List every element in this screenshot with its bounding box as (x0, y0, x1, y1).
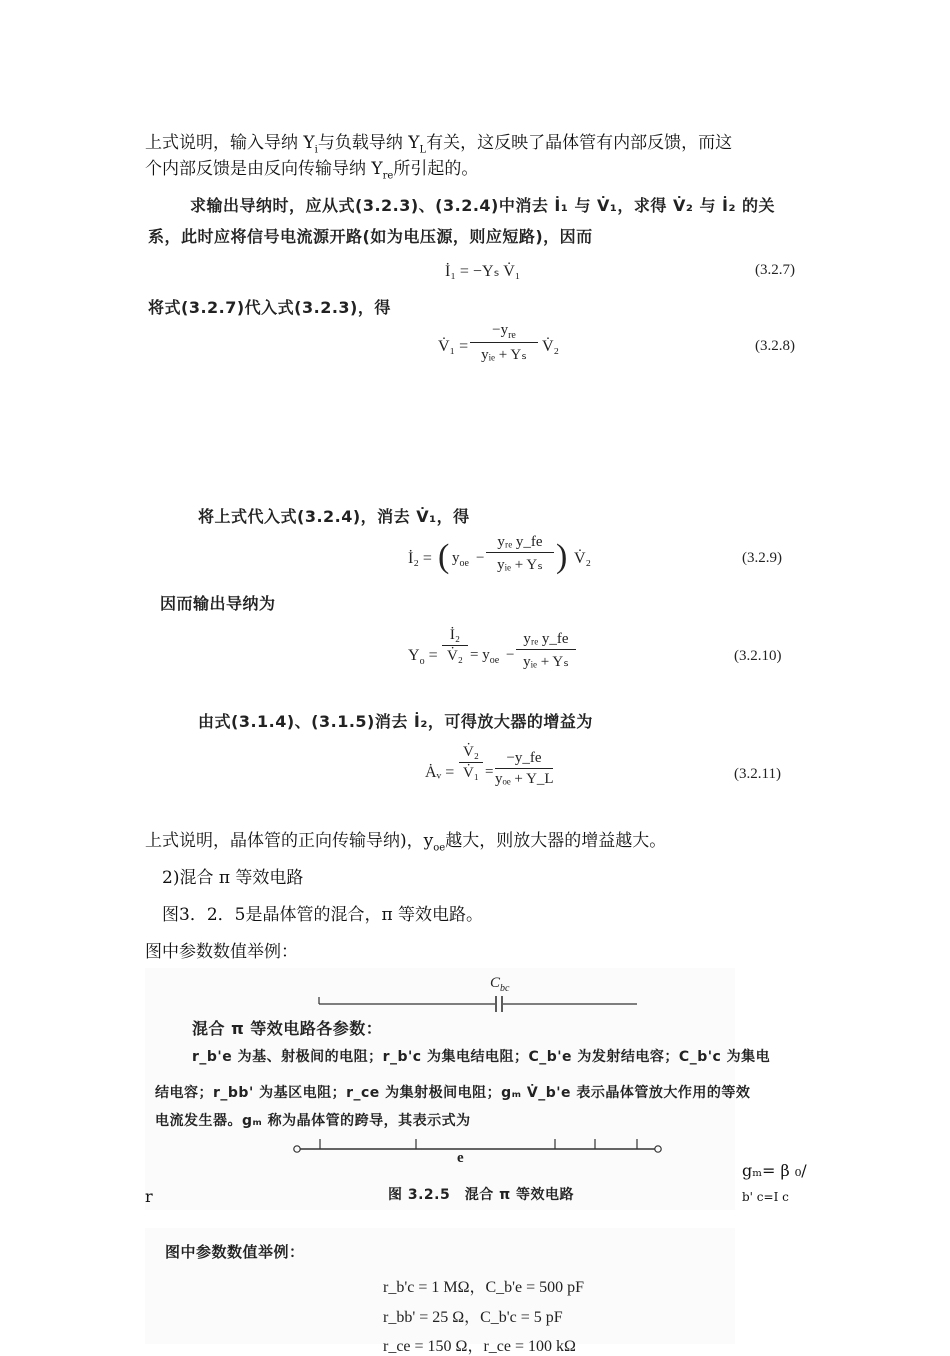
equation-3-2-9: İ₂ = ( $y_{oe}$ − yᵣₑ y_fe yᵢₑ + Yₛ ) V̇₂ (408, 534, 592, 575)
figure-line-1: r_b'e 为基、射极间的电阻；r_b'c 为集电结电阻；C_b'e 为发射结电容；C_b'c 为集电 (192, 1049, 771, 1065)
param-line-3: r_ce = 150 Ω，r_ce = 100 kΩ (383, 1338, 576, 1355)
side-formula-r: r (145, 1187, 153, 1206)
figure-reference: 图3．2．5是晶体管的混合，π 等效电路。 (162, 905, 484, 925)
side-formula-gm: gₘ= β ₀/ (742, 1161, 807, 1180)
scan-text-2: 系，此时应将信号电流源开路(如为电压源，则应短路)，因而 (148, 227, 593, 246)
gain-remark: 上式说明，晶体管的正向传输导纳)，$y_{oe}$越大，则放大器的增益越大。 (145, 831, 667, 854)
equation-3-2-8: V̇₁ = $-y_{re}$ yᵢₑ + Yₛ V̇₂ (438, 322, 560, 363)
intro-line-1: 上式说明，输入导纳 $Y_i$与负载导纳 $Y_L$有关，这反映了晶体管有内部反馈，而这 (145, 133, 733, 156)
param-line-2: r_bb' = 25 Ω，C_b'c = 5 pF (383, 1309, 563, 1326)
scan-text-3: 将式(3.2.7)代入式(3.2.3)，得 (148, 298, 391, 317)
equation-3-2-11: Ȧᵥ = $\frac{\text{V̇₂}}{\text{V̇₁}}$ = −y_fe yₒₑ + Y_L (425, 744, 554, 787)
parameter-examples-heading: 图中参数数值举例： (145, 942, 298, 962)
equation-3-2-7: İ₁ = −Yₛ V̇₁ (445, 263, 521, 280)
side-formula-ic: b' c=I c (742, 1190, 789, 1204)
scan-text-6: 由式(3.1.4)、(3.1.5)消去 İ₂，可得放大器的增益为 (198, 712, 593, 731)
equation-number-3-2-8: (3.2.8) (755, 338, 795, 354)
equation-number-3-2-9: (3.2.9) (742, 550, 782, 566)
scan-text-1: 求输出导纳时，应从式(3.2.3)、(3.2.4)中消去 İ₁ 与 V̇₁，求得 V̇₂ 与 İ₂ 的关 (190, 196, 776, 215)
intro-line-2: 个内部反馈是由反向传输导纳 $Y_{re}$所引起的。 (145, 159, 479, 182)
scan-params-heading: 图中参数数值举例： (165, 1243, 305, 1261)
figure-line-2: 结电容；r_bb' 为基区电阻；r_ce 为集射极间电阻；gₘ V̇_b'e 表示晶体管放大作用的等效 (155, 1085, 751, 1101)
section-heading-hybrid-pi: 2)混合 π 等效电路 (162, 868, 304, 888)
equation-number-3-2-7: (3.2.7) (755, 262, 795, 278)
figure-caption: 图 3.2.5 混合 π 等效电路 (388, 1187, 575, 1203)
scan-text-4: 将上式代入式(3.2.4)，消去 V̇₁，得 (198, 507, 470, 526)
equation-number-3-2-11: (3.2.11) (734, 766, 781, 782)
node-label-e: e (457, 1150, 464, 1166)
capacitor-label-cbc: $C_{bc}$ (490, 975, 510, 994)
figure-line-3: 电流发生器。gₘ 称为晶体管的跨导，其表示式为 (155, 1113, 471, 1129)
equation-number-3-2-10: (3.2.10) (734, 648, 782, 664)
equation-3-2-10: $Y_o$ = $\frac{\text{İ₂}}{\text{V̇₂}}$ = $y_{oe}$ − yᵣₑ y_fe yᵢₑ + Yₛ (408, 625, 638, 690)
scan-text-5: 因而输出导纳为 (160, 594, 276, 613)
figure-title: 混合 π 等效电路各参数： (192, 1019, 383, 1038)
param-line-1: r_b'c = 1 MΩ，C_b'e = 500 pF (383, 1279, 585, 1296)
